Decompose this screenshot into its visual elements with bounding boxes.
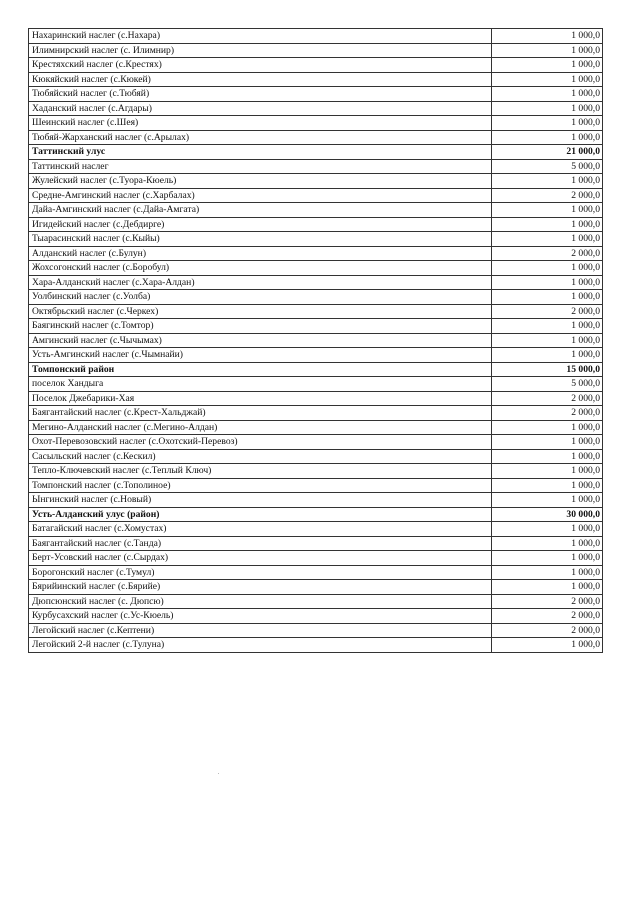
settlement-name-cell: Жохсогонский наслег (с.Боробул) bbox=[29, 261, 492, 276]
settlement-name-cell: Усть-Алданский улус (район) bbox=[29, 507, 492, 522]
amount-cell: 1 000,0 bbox=[492, 551, 603, 566]
amount-cell: 1 000,0 bbox=[492, 101, 603, 116]
amount-cell: 1 000,0 bbox=[492, 333, 603, 348]
settlement-name-cell: Октябрьский наслег (с.Черкех) bbox=[29, 304, 492, 319]
settlement-name-cell: Тыарасинский наслег (с.Кыйы) bbox=[29, 232, 492, 247]
table-row bbox=[29, 435, 603, 450]
amount-cell: 1 000,0 bbox=[492, 522, 603, 537]
settlement-name-cell: Мегино-Алданский наслег (с.Мегино-Алдан) bbox=[29, 420, 492, 435]
amount-cell: 1 000,0 bbox=[492, 130, 603, 145]
amount-cell: 2 000,0 bbox=[492, 246, 603, 261]
amount-cell: 21 000,0 bbox=[492, 145, 603, 160]
settlement-name-cell: Легойский наслег (с.Кептени) bbox=[29, 623, 492, 638]
amount-cell: 1 000,0 bbox=[492, 116, 603, 131]
settlement-name-cell: Легойский 2-й наслег (с.Тулуна) bbox=[29, 638, 492, 653]
table-row bbox=[29, 261, 603, 276]
settlement-name-cell: поселок Хандыга bbox=[29, 377, 492, 392]
amount-cell: 1 000,0 bbox=[492, 217, 603, 232]
table-row bbox=[29, 290, 603, 305]
table-row bbox=[29, 188, 603, 203]
amount-cell: 2 000,0 bbox=[492, 594, 603, 609]
amount-cell: 5 000,0 bbox=[492, 377, 603, 392]
settlement-name-cell: Бярийинский наслег (с.Бярийе) bbox=[29, 580, 492, 595]
table-row bbox=[29, 232, 603, 247]
amount-cell: 2 000,0 bbox=[492, 304, 603, 319]
amount-cell: 1 000,0 bbox=[492, 536, 603, 551]
amount-cell: 1 000,0 bbox=[492, 420, 603, 435]
settlement-name-cell: Баягантайский наслег (с.Танда) bbox=[29, 536, 492, 551]
amount-cell: 1 000,0 bbox=[492, 58, 603, 73]
settlement-name-cell: Томпонский район bbox=[29, 362, 492, 377]
table-row bbox=[29, 246, 603, 261]
settlement-name-cell: Берт-Усовский наслег (с.Сырдах) bbox=[29, 551, 492, 566]
settlement-name-cell: Нахаринский наслег (с.Нахара) bbox=[29, 29, 492, 44]
table-row bbox=[29, 551, 603, 566]
table-row bbox=[29, 348, 603, 363]
settlement-name-cell: Дайа-Амгинский наслег (с.Дайа-Амгата) bbox=[29, 203, 492, 218]
settlement-name-cell: Хара-Алданский наслег (с.Хара-Алдан) bbox=[29, 275, 492, 290]
settlement-name-cell: Томпонский наслег (с.Тополиное) bbox=[29, 478, 492, 493]
amount-cell: 1 000,0 bbox=[492, 493, 603, 508]
settlement-name-cell: Тепло-Ключевский наслег (с.Теплый Ключ) bbox=[29, 464, 492, 479]
table-row bbox=[29, 43, 603, 58]
table-row bbox=[29, 638, 603, 653]
amount-cell: 2 000,0 bbox=[492, 609, 603, 624]
amount-cell: 2 000,0 bbox=[492, 188, 603, 203]
table-row bbox=[29, 522, 603, 537]
table-row bbox=[29, 203, 603, 218]
settlement-name-cell: Тюбяйский наслег (с.Тюбяй) bbox=[29, 87, 492, 102]
settlement-name-cell: Усть-Амгинский наслег (с.Чымнайи) bbox=[29, 348, 492, 363]
table-row bbox=[29, 58, 603, 73]
amount-cell: 1 000,0 bbox=[492, 478, 603, 493]
settlement-name-cell: Батагайский наслег (с.Хомустах) bbox=[29, 522, 492, 537]
settlement-name-cell: Борогонский наслег (с.Тумул) bbox=[29, 565, 492, 580]
settlement-name-cell: Кюкяйский наслег (с.Кюкей) bbox=[29, 72, 492, 87]
table-row bbox=[29, 275, 603, 290]
table-row bbox=[29, 304, 603, 319]
amount-cell: 1 000,0 bbox=[492, 43, 603, 58]
table-row bbox=[29, 536, 603, 551]
amount-cell: 30 000,0 bbox=[492, 507, 603, 522]
amount-cell: 1 000,0 bbox=[492, 638, 603, 653]
table-row bbox=[29, 333, 603, 348]
amount-cell: 1 000,0 bbox=[492, 87, 603, 102]
table-row bbox=[29, 449, 603, 464]
settlement-name-cell: Курбусахский наслег (с.Ус-Кюель) bbox=[29, 609, 492, 624]
settlement-name-cell: Крестяхский наслег (с.Крестях) bbox=[29, 58, 492, 73]
settlement-name-cell: Баягантайский наслег (с.Крест-Хальджай) bbox=[29, 406, 492, 421]
amount-cell: 1 000,0 bbox=[492, 261, 603, 276]
table-row bbox=[29, 594, 603, 609]
settlement-name-cell: Средне-Амгинский наслег (с.Харбалах) bbox=[29, 188, 492, 203]
amount-cell: 2 000,0 bbox=[492, 406, 603, 421]
table-row bbox=[29, 319, 603, 334]
settlement-name-cell: Баягинский наслег (с.Томтор) bbox=[29, 319, 492, 334]
amount-cell: 1 000,0 bbox=[492, 29, 603, 44]
amount-cell: 1 000,0 bbox=[492, 319, 603, 334]
amount-cell: 2 000,0 bbox=[492, 623, 603, 638]
amount-cell: 1 000,0 bbox=[492, 72, 603, 87]
table-row bbox=[29, 464, 603, 479]
table-row bbox=[29, 478, 603, 493]
table-row bbox=[29, 130, 603, 145]
settlement-name-cell: Уолбинский наслег (с.Уолба) bbox=[29, 290, 492, 305]
settlement-name-cell: Илимнирский наслег (с. Илимнир) bbox=[29, 43, 492, 58]
settlement-name-cell: Дюпсюнский наслег (с. Дюпсю) bbox=[29, 594, 492, 609]
table-row bbox=[29, 493, 603, 508]
table-row-subtotal bbox=[29, 145, 603, 160]
table-row bbox=[29, 377, 603, 392]
table-row bbox=[29, 217, 603, 232]
settlement-name-cell: Таттинский наслег bbox=[29, 159, 492, 174]
table-row bbox=[29, 87, 603, 102]
settlement-name-cell: Алданский наслег (с.Булун) bbox=[29, 246, 492, 261]
table-row bbox=[29, 565, 603, 580]
amount-cell: 1 000,0 bbox=[492, 580, 603, 595]
table-row bbox=[29, 580, 603, 595]
amount-cell: 1 000,0 bbox=[492, 290, 603, 305]
table-row bbox=[29, 159, 603, 174]
table-row bbox=[29, 116, 603, 131]
amount-cell: 1 000,0 bbox=[492, 275, 603, 290]
table-row bbox=[29, 29, 603, 44]
table-row bbox=[29, 623, 603, 638]
table-row bbox=[29, 420, 603, 435]
table-row bbox=[29, 174, 603, 189]
settlement-name-cell: Жулейский наслег (с.Туора-Кюель) bbox=[29, 174, 492, 189]
amount-cell: 1 000,0 bbox=[492, 348, 603, 363]
scan-speck bbox=[218, 773, 219, 774]
amount-cell: 15 000,0 bbox=[492, 362, 603, 377]
settlement-name-cell: Сасыльский наслег (с.Кескил) bbox=[29, 449, 492, 464]
allocation-table bbox=[28, 28, 603, 653]
table-row bbox=[29, 406, 603, 421]
allocation-table-body bbox=[29, 29, 603, 653]
settlement-name-cell: Поселок Джебарики-Хая bbox=[29, 391, 492, 406]
settlement-name-cell: Таттинский улус bbox=[29, 145, 492, 160]
settlement-name-cell: Охот-Перевозовский наслег (с.Охотский-Перевоз) bbox=[29, 435, 492, 450]
settlement-name-cell: Ынгинский наслег (с.Новый) bbox=[29, 493, 492, 508]
amount-cell: 5 000,0 bbox=[492, 159, 603, 174]
table-row bbox=[29, 72, 603, 87]
table-row-subtotal bbox=[29, 507, 603, 522]
amount-cell: 1 000,0 bbox=[492, 435, 603, 450]
settlement-name-cell: Шеинский наслег (с.Шея) bbox=[29, 116, 492, 131]
amount-cell: 1 000,0 bbox=[492, 449, 603, 464]
table-row bbox=[29, 609, 603, 624]
table-row-subtotal bbox=[29, 362, 603, 377]
amount-cell: 1 000,0 bbox=[492, 174, 603, 189]
amount-cell: 1 000,0 bbox=[492, 203, 603, 218]
amount-cell: 2 000,0 bbox=[492, 391, 603, 406]
table-row bbox=[29, 391, 603, 406]
amount-cell: 1 000,0 bbox=[492, 232, 603, 247]
settlement-name-cell: Игидейский наслег (с.Дебдирге) bbox=[29, 217, 492, 232]
amount-cell: 1 000,0 bbox=[492, 565, 603, 580]
settlement-name-cell: Тюбяй-Жарханский наслег (с.Арылах) bbox=[29, 130, 492, 145]
settlement-name-cell: Хаданский наслег (с.Агдары) bbox=[29, 101, 492, 116]
table-row bbox=[29, 101, 603, 116]
settlement-name-cell: Амгинский наслег (с.Чычымах) bbox=[29, 333, 492, 348]
amount-cell: 1 000,0 bbox=[492, 464, 603, 479]
